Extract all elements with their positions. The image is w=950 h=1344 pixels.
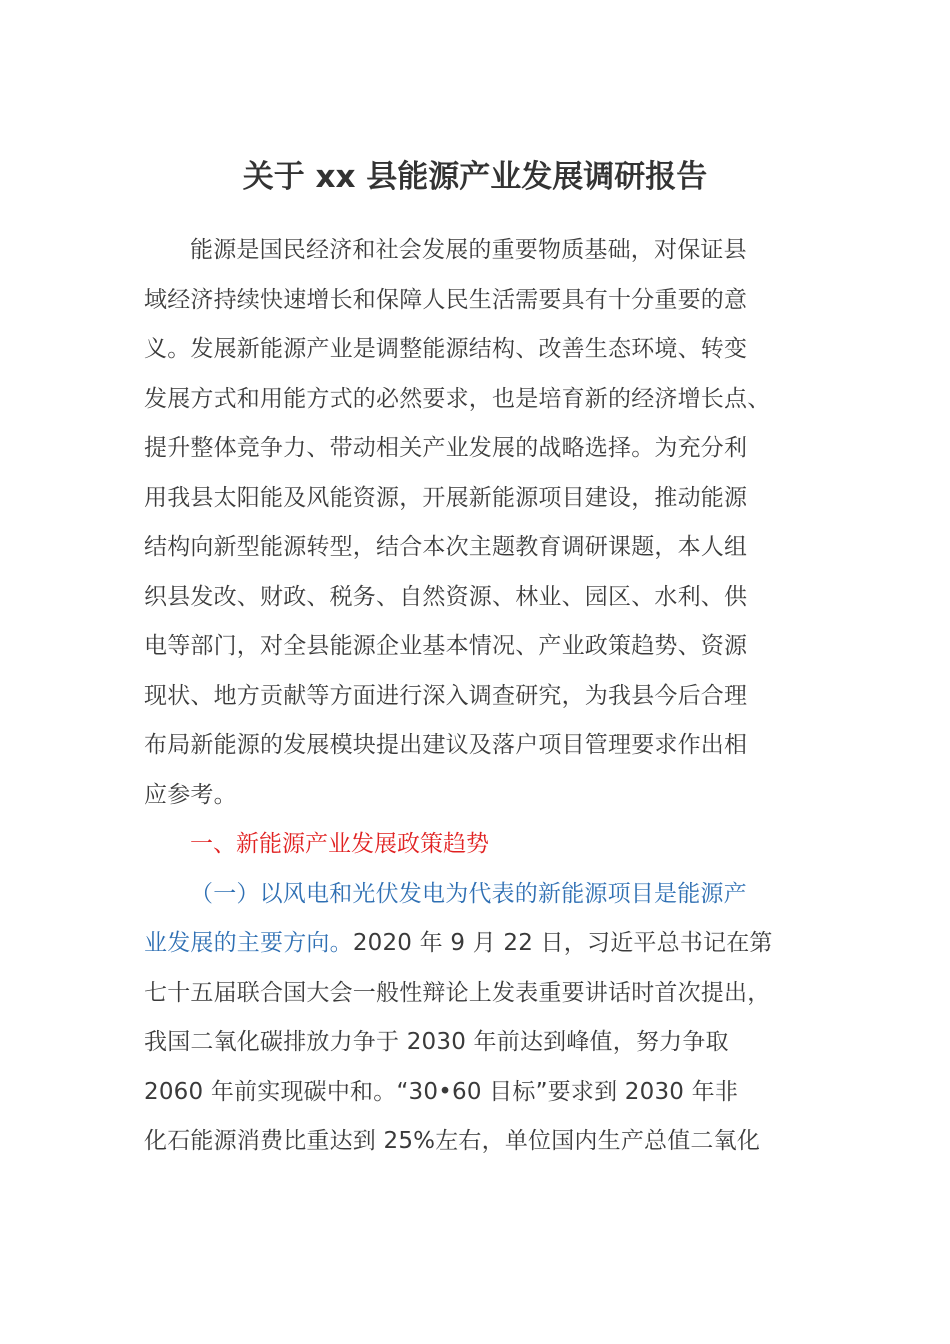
subsection-line: 2060 年前实现碳中和。“30•60 目标”要求到 2030 年非 bbox=[144, 1078, 739, 1105]
subsection-heading-continued: 业发展的主要方向。 bbox=[144, 930, 353, 956]
intro-line: 提升整体竞争力、带动相关产业发展的战略选择。为充分利 bbox=[144, 435, 748, 461]
document-title: 关于 xx 县能源产业发展调研报告 bbox=[242, 159, 708, 195]
section-heading: 一、新能源产业发展政策趋势 bbox=[190, 831, 489, 857]
subsection-line: 化石能源消费比重达到 25%左右，单位国内生产总值二氧化 bbox=[144, 1128, 761, 1154]
subsection-paragraph bbox=[144, 870, 808, 1167]
subsection-heading: （一）以风电和光伏发电为代表的新能源项目是能源产 bbox=[190, 880, 747, 907]
intro-line: 能源是国民经济和社会发展的重要物质基础，对保证县 bbox=[190, 237, 747, 263]
intro-line: 义。发展新能源产业是调整能源结构、改善生态环境、转变 bbox=[144, 336, 748, 362]
intro-line: 现状、地方贡献等方面进行深入调查研究，为我县今后合理 bbox=[144, 682, 748, 709]
subsection-line: 我国二氧化碳排放力争于 2030 年前达到峰值，努力争取 bbox=[144, 1029, 729, 1055]
intro-line: 织县发改、财政、税务、自然资源、林业、园区、水利、供 bbox=[144, 583, 748, 610]
intro-line: 用我县太阳能及风能资源，开展新能源项目建设，推动能源 bbox=[144, 484, 748, 511]
subsection-line: 七十五届联合国大会一般性辩论上发表重要讲话时首次提出， bbox=[144, 979, 771, 1006]
subsection-line bbox=[144, 919, 808, 969]
intro-line: 布局新能源的发展模块提出建议及落户项目管理要求作出相 bbox=[144, 732, 748, 758]
intro-line: 电等部门，对全县能源企业基本情况、产业政策趋势、资源 bbox=[144, 633, 748, 659]
intro-paragraph bbox=[144, 226, 808, 820]
intro-line: 结构向新型能源转型，结合本次主题教育调研课题，本人组 bbox=[144, 534, 748, 560]
document-body bbox=[144, 226, 808, 1167]
intro-line: 域经济持续快速增长和保障人民生活需要具有十分重要的意 bbox=[144, 286, 748, 313]
intro-line: 发展方式和用能方式的必然要求，也是培育新的经济增长点、 bbox=[144, 385, 771, 412]
intro-line: 应参考。 bbox=[144, 781, 237, 808]
subsection-body-text: 2020 年 9 月 22 日，习近平总书记在第 bbox=[352, 930, 773, 956]
